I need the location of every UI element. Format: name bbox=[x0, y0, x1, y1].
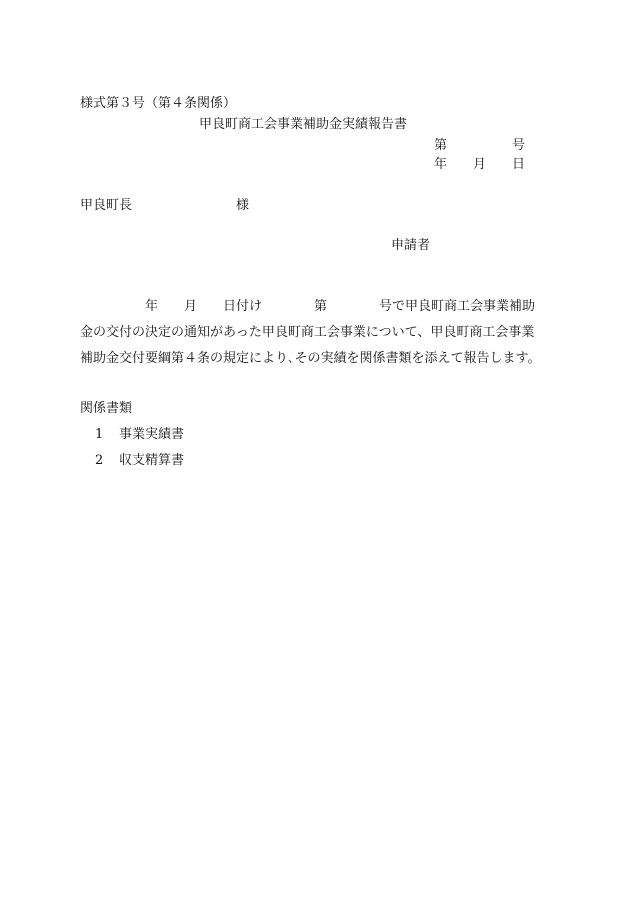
form-number-label: 様式第３号（第４条関係） bbox=[80, 96, 237, 111]
body-text-line-1: 年 月 日付け 第 号で甲良町商工会事業補助 bbox=[145, 299, 536, 314]
attachment-number: 2 bbox=[95, 453, 104, 468]
applicant-label: 申請者 bbox=[391, 238, 431, 253]
attachment-label: 収支精算書 bbox=[119, 453, 185, 468]
attachments-heading: 関係書類 bbox=[80, 401, 133, 416]
reference-number: 第 号 bbox=[434, 138, 526, 153]
addressee: 甲良町長 様 bbox=[80, 198, 250, 213]
body-text-line-2: 金の交付の決定の通知があった甲良町商工会事業について、甲良町商工会事業 bbox=[80, 325, 535, 340]
body-text-line-3: 補助金交付要綱第４条の規定により､その実績を関係書類を添えて報告します。 bbox=[80, 351, 541, 366]
document-title: 甲良町商工会事業補助金実績報告書 bbox=[199, 117, 408, 132]
reference-date: 年 月 日 bbox=[434, 157, 526, 172]
attachment-number: 1 bbox=[95, 427, 104, 442]
attachment-label: 事業実績書 bbox=[119, 427, 185, 442]
